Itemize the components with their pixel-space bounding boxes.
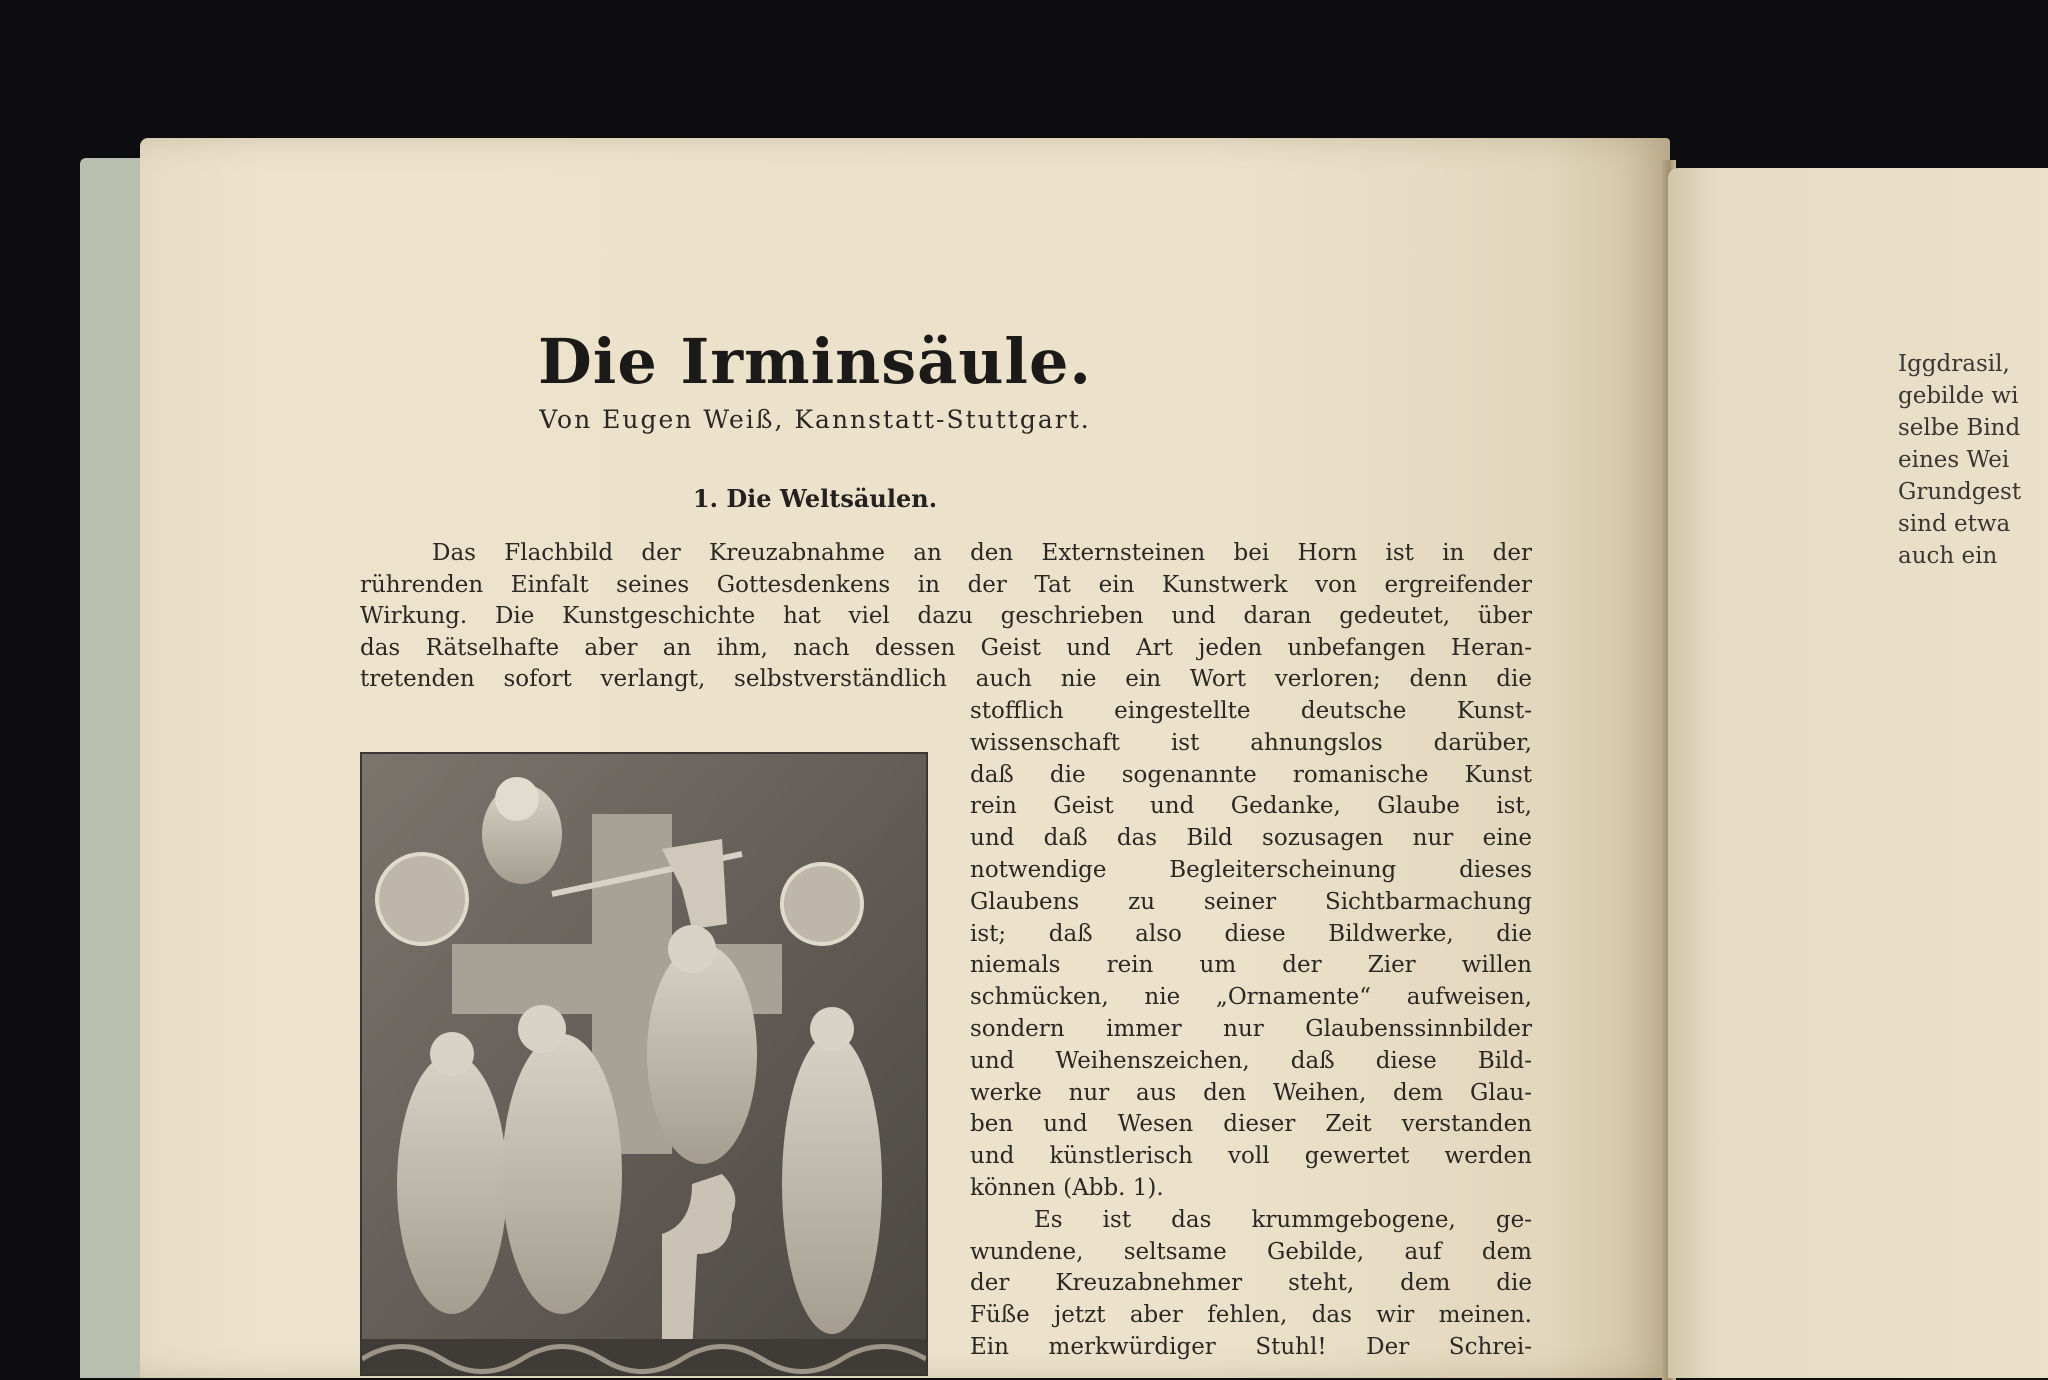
text-line: daß die sogenannte romanische Kunst	[970, 761, 1532, 788]
text-line: Glaubens zu seiner Sichtbarmachung	[970, 888, 1532, 915]
text-line: Wirkung. Die Kunstgeschichte hat viel dazu geschrieben und daran gedeutet, über	[360, 603, 1532, 629]
right-column-text	[970, 696, 1532, 1364]
text-line: eines Wei	[1898, 447, 2010, 473]
text-line: der Kreuzabnehmer steht, dem die	[970, 1270, 1532, 1297]
article-byline: Von Eugen Weiß, Kannstatt-Stuttgart.	[539, 405, 1091, 434]
article-title: Die Irminsäule.	[538, 325, 1092, 398]
text-line: wissenschaft ist ahnungslos darüber,	[970, 729, 1532, 756]
relief-illustration	[360, 752, 928, 1376]
text-line: Grundgest	[1898, 479, 2022, 505]
text-line: ist; daß also diese Bildwerke, die	[970, 920, 1532, 947]
right-page-text	[1898, 348, 2048, 572]
text-line: Es ist das krummgebogene, ge-	[1034, 1206, 1532, 1233]
text-line: Iggdrasil,	[1898, 351, 2010, 377]
text-line: rührenden Einfalt seines Gottesdenkens in der Tat ein Kunstwerk von ergreifender	[360, 571, 1532, 598]
text-line: Füße jetzt aber fehlen, das wir meinen.	[970, 1302, 1532, 1329]
text-line: niemals rein um der Zier willen	[970, 952, 1532, 979]
text-line: notwendige Begleiterscheinung dieses	[970, 856, 1532, 883]
text-line: tretenden sofort verlangt, selbstverständlich auch nie ein Wort verloren; denn die	[360, 666, 1532, 692]
text-line: gebilde wi	[1898, 383, 2019, 409]
text-line: auch ein	[1898, 543, 1998, 569]
text-line: ben und Wesen dieser Zeit verstanden	[970, 1111, 1532, 1138]
relief-image	[362, 754, 926, 1374]
text-line: und Weihenszeichen, daß diese Bild-	[970, 1047, 1532, 1074]
text-line: können (Abb. 1).	[970, 1174, 1164, 1201]
text-line: sind etwa	[1898, 511, 2011, 537]
text-line: sondern immer nur Glaubenssinnbilder	[970, 1015, 1532, 1042]
text-line: und daß das Bild sozusagen nur eine	[970, 825, 1532, 852]
text-line: schmücken, nie „Ornamente“ aufweisen,	[970, 984, 1532, 1011]
text-line: wundene, seltsame Gebilde, auf dem	[970, 1238, 1532, 1265]
text-line: selbe Bind	[1898, 415, 2021, 441]
text-line: Ein merkwürdiger Stuhl! Der Schrei-	[970, 1333, 1532, 1360]
text-line: stofflich eingestellte deutsche Kunst-	[970, 698, 1532, 724]
text-line: werke nur aus den Weihen, dem Glau-	[970, 1079, 1532, 1106]
intro-paragraph	[360, 538, 1532, 696]
section-heading: 1. Die Weltsäulen.	[692, 484, 938, 513]
text-line: Das Flachbild der Kreuzabnahme an den Externsteinen bei Horn ist in der	[432, 540, 1532, 566]
text-line: rein Geist und Gedanke, Glaube ist,	[970, 793, 1532, 820]
text-line: das Rätselhafte aber an ihm, nach dessen Geist und Art jeden unbefangen Heran-	[360, 634, 1532, 661]
text-line: und künstlerisch voll gewertet werden	[970, 1143, 1532, 1170]
